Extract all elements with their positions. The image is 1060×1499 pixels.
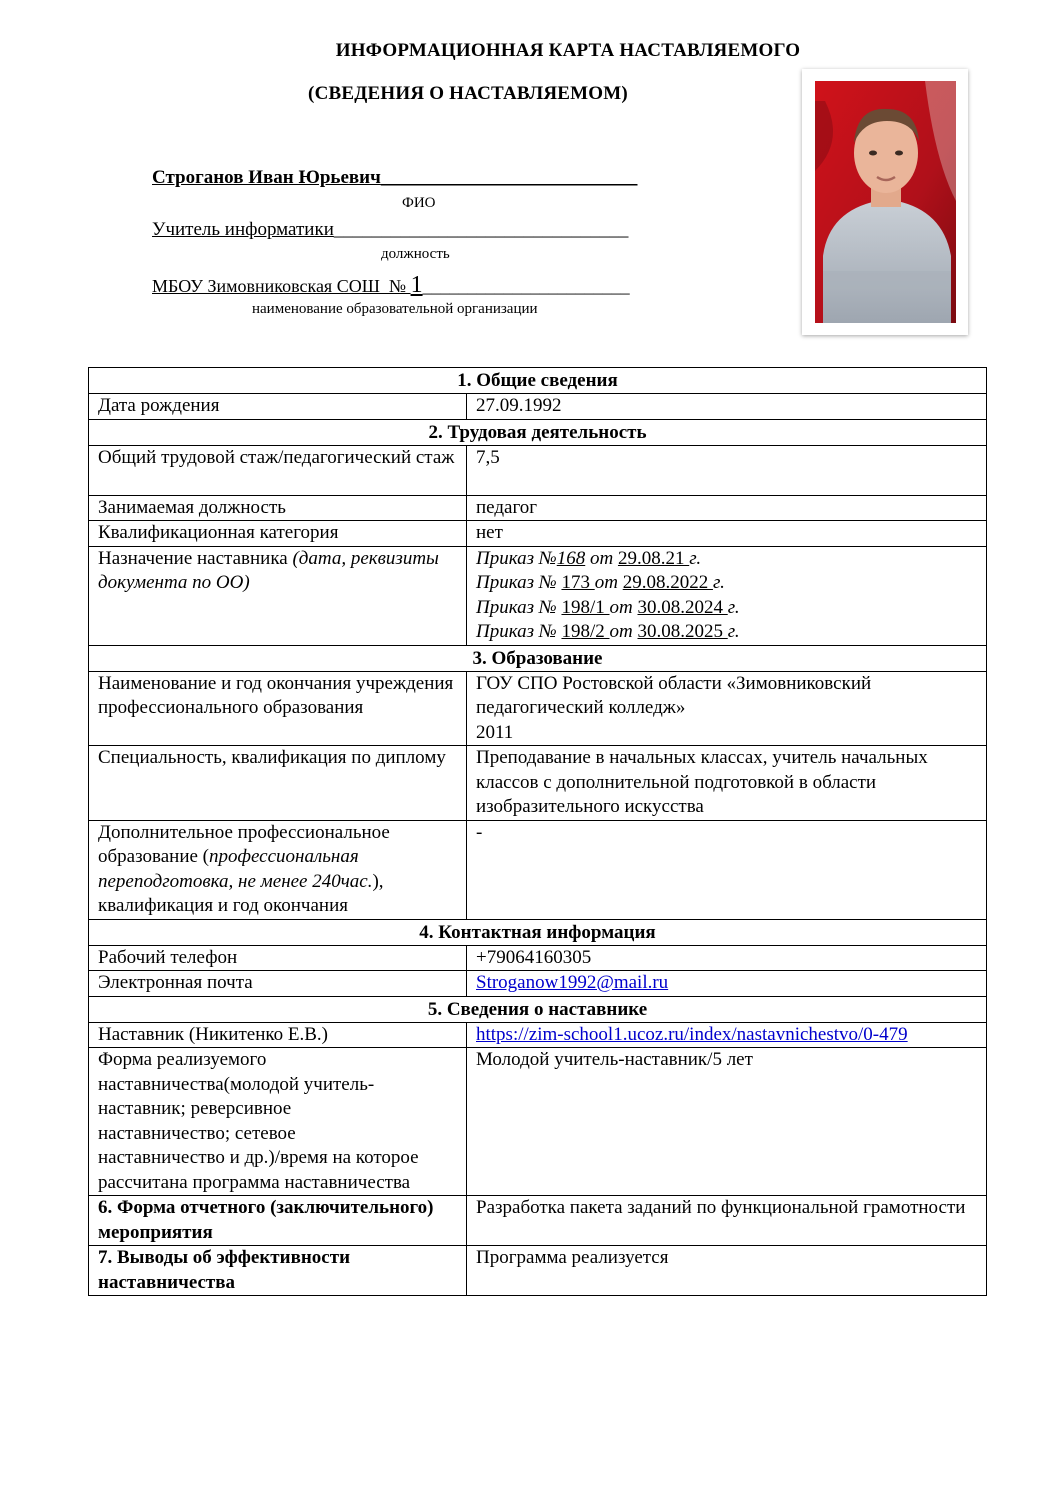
mentor-cell	[467, 1022, 987, 1048]
order-line	[476, 596, 977, 621]
mentor-assignment-label	[89, 546, 467, 645]
additional-education-value: -	[467, 820, 987, 919]
order-from: от	[609, 621, 638, 642]
order-prefix: Приказ №	[476, 621, 562, 642]
section-general: 1. Общие сведения	[89, 368, 987, 394]
fio-line	[152, 167, 637, 189]
order-number: 168	[556, 547, 586, 569]
birth-date-label: Дата рождения	[89, 394, 467, 420]
order-date: 29.08.21	[617, 547, 690, 569]
fio-fill: ___________________________	[380, 167, 638, 188]
org-fill: _______________________	[422, 276, 630, 296]
photo-frame	[802, 69, 968, 335]
order-date: 29.08.2022	[622, 572, 713, 593]
order-number: 198/2	[561, 621, 610, 642]
order-suffix: г.	[689, 547, 702, 569]
org-caption: наименование образовательной организации	[252, 301, 538, 317]
experience-value: 7,5	[467, 445, 987, 495]
email-label: Электронная почта	[89, 971, 467, 997]
section-contacts: 4. Контактная информация	[89, 919, 987, 945]
order-date: 30.08.2025	[637, 621, 728, 642]
order-from: от	[609, 596, 638, 618]
section-mentor: 5. Сведения о наставнике	[89, 996, 987, 1022]
order-line	[476, 620, 977, 645]
mentor-label: Наставник (Никитенко Е.В.)	[89, 1022, 467, 1048]
order-date: 30.08.2024	[637, 596, 728, 618]
education-label: Наименование и год окончания учреждения профессионального образования	[89, 671, 467, 746]
order-suffix: г.	[727, 621, 740, 642]
specialty-value: Преподавание в начальных классах, учитель начальных классов с дополнительной подготовкой в области изобразительного искусства	[467, 746, 987, 821]
fio-value: Строганов Иван Юрьевич	[152, 167, 381, 188]
order-suffix: г.	[727, 596, 740, 618]
orders-cell	[467, 546, 987, 645]
document-title: ИНФОРМАЦИОННАЯ КАРТА НАСТАВЛЯЕМОГО	[335, 40, 801, 61]
additional-education-tail: ), квалификация и год окончания	[98, 870, 384, 916]
position-held-label: Занимаемая должность	[89, 495, 467, 521]
position-line	[152, 219, 628, 241]
conclusions-label: 7. Выводы об эффективности наставничества	[89, 1246, 467, 1296]
order-line	[476, 547, 977, 572]
section-work: 2. Трудовая деятельность	[89, 419, 987, 445]
email-link[interactable]: Stroganow1992@mail.ru	[476, 972, 669, 993]
info-table	[88, 367, 987, 1296]
report-event-value: Разработка пакета заданий по функциональной грамотности	[467, 1196, 987, 1246]
assignment-label-text: Назначение наставника	[98, 547, 293, 569]
org-line	[152, 272, 630, 299]
order-from: от	[585, 547, 618, 569]
order-prefix: Приказ №	[476, 596, 562, 618]
order-prefix: Приказ №	[476, 572, 562, 593]
position-held-value: педагог	[467, 495, 987, 521]
fio-caption: ФИО	[402, 195, 436, 211]
assignment-label-italic: (дата, реквизиты документа по ОО)	[98, 547, 439, 593]
category-value: нет	[467, 521, 987, 547]
order-suffix: г.	[712, 572, 725, 593]
org-value: МБОУ Зимовниковская СОШ №	[152, 276, 411, 296]
position-value: Учитель информатики	[152, 219, 334, 240]
mentor-link[interactable]: https://zim-school1.ucoz.ru/index/nastavnichestvo/0-479	[476, 1023, 908, 1045]
order-number: 198/1	[561, 596, 610, 618]
position-fill-2: _________________	[466, 219, 629, 240]
specialty-label: Специальность, квалификация по диплому	[89, 746, 467, 821]
category-label: Квалификационная категория	[89, 521, 467, 547]
document-subtitle: (СВЕДЕНИЯ О НАСТАВЛЯЕМОМ)	[308, 83, 628, 104]
education-year: 2011	[476, 721, 514, 743]
position-fill: ______________	[333, 219, 467, 240]
order-from: от	[594, 572, 623, 593]
experience-label: Общий трудовой стаж/педагогический стаж	[89, 445, 467, 495]
mentoring-form-label: Форма реализуемого наставничества(молодой учитель-наставник; реверсивное наставничество; сетевое наставничество и др.)/время на которое рассчитана программа наставничества	[89, 1048, 467, 1196]
order-prefix: Приказ №	[476, 547, 557, 569]
order-number: 173	[561, 572, 595, 593]
order-line	[476, 571, 977, 596]
email-cell	[467, 971, 987, 997]
birth-date-value: 27.09.1992	[467, 394, 987, 420]
mentoring-form-value: Молодой учитель-наставник/5 лет	[467, 1048, 987, 1196]
additional-education-text: Дополнительное профессиональное образование (	[98, 821, 390, 867]
education-value: ГОУ СПО Ростовской области «Зимовниковский педагогический колледж»	[476, 672, 872, 718]
phone-label: Рабочий телефон	[89, 945, 467, 971]
additional-education-label	[89, 820, 467, 919]
education-value-cell	[467, 671, 987, 746]
additional-education-italic: профессиональная переподготовка, не менее 240час.	[98, 846, 373, 892]
position-caption: должность	[381, 246, 450, 262]
conclusions-value: Программа реализуется	[467, 1246, 987, 1296]
portrait-photo	[815, 81, 956, 323]
section-education: 3. Образование	[89, 645, 987, 671]
org-number: 1	[410, 272, 423, 298]
report-event-label: 6. Форма отчетного (заключительного) мероприятия	[89, 1196, 467, 1246]
phone-value: +79064160305	[467, 945, 987, 971]
